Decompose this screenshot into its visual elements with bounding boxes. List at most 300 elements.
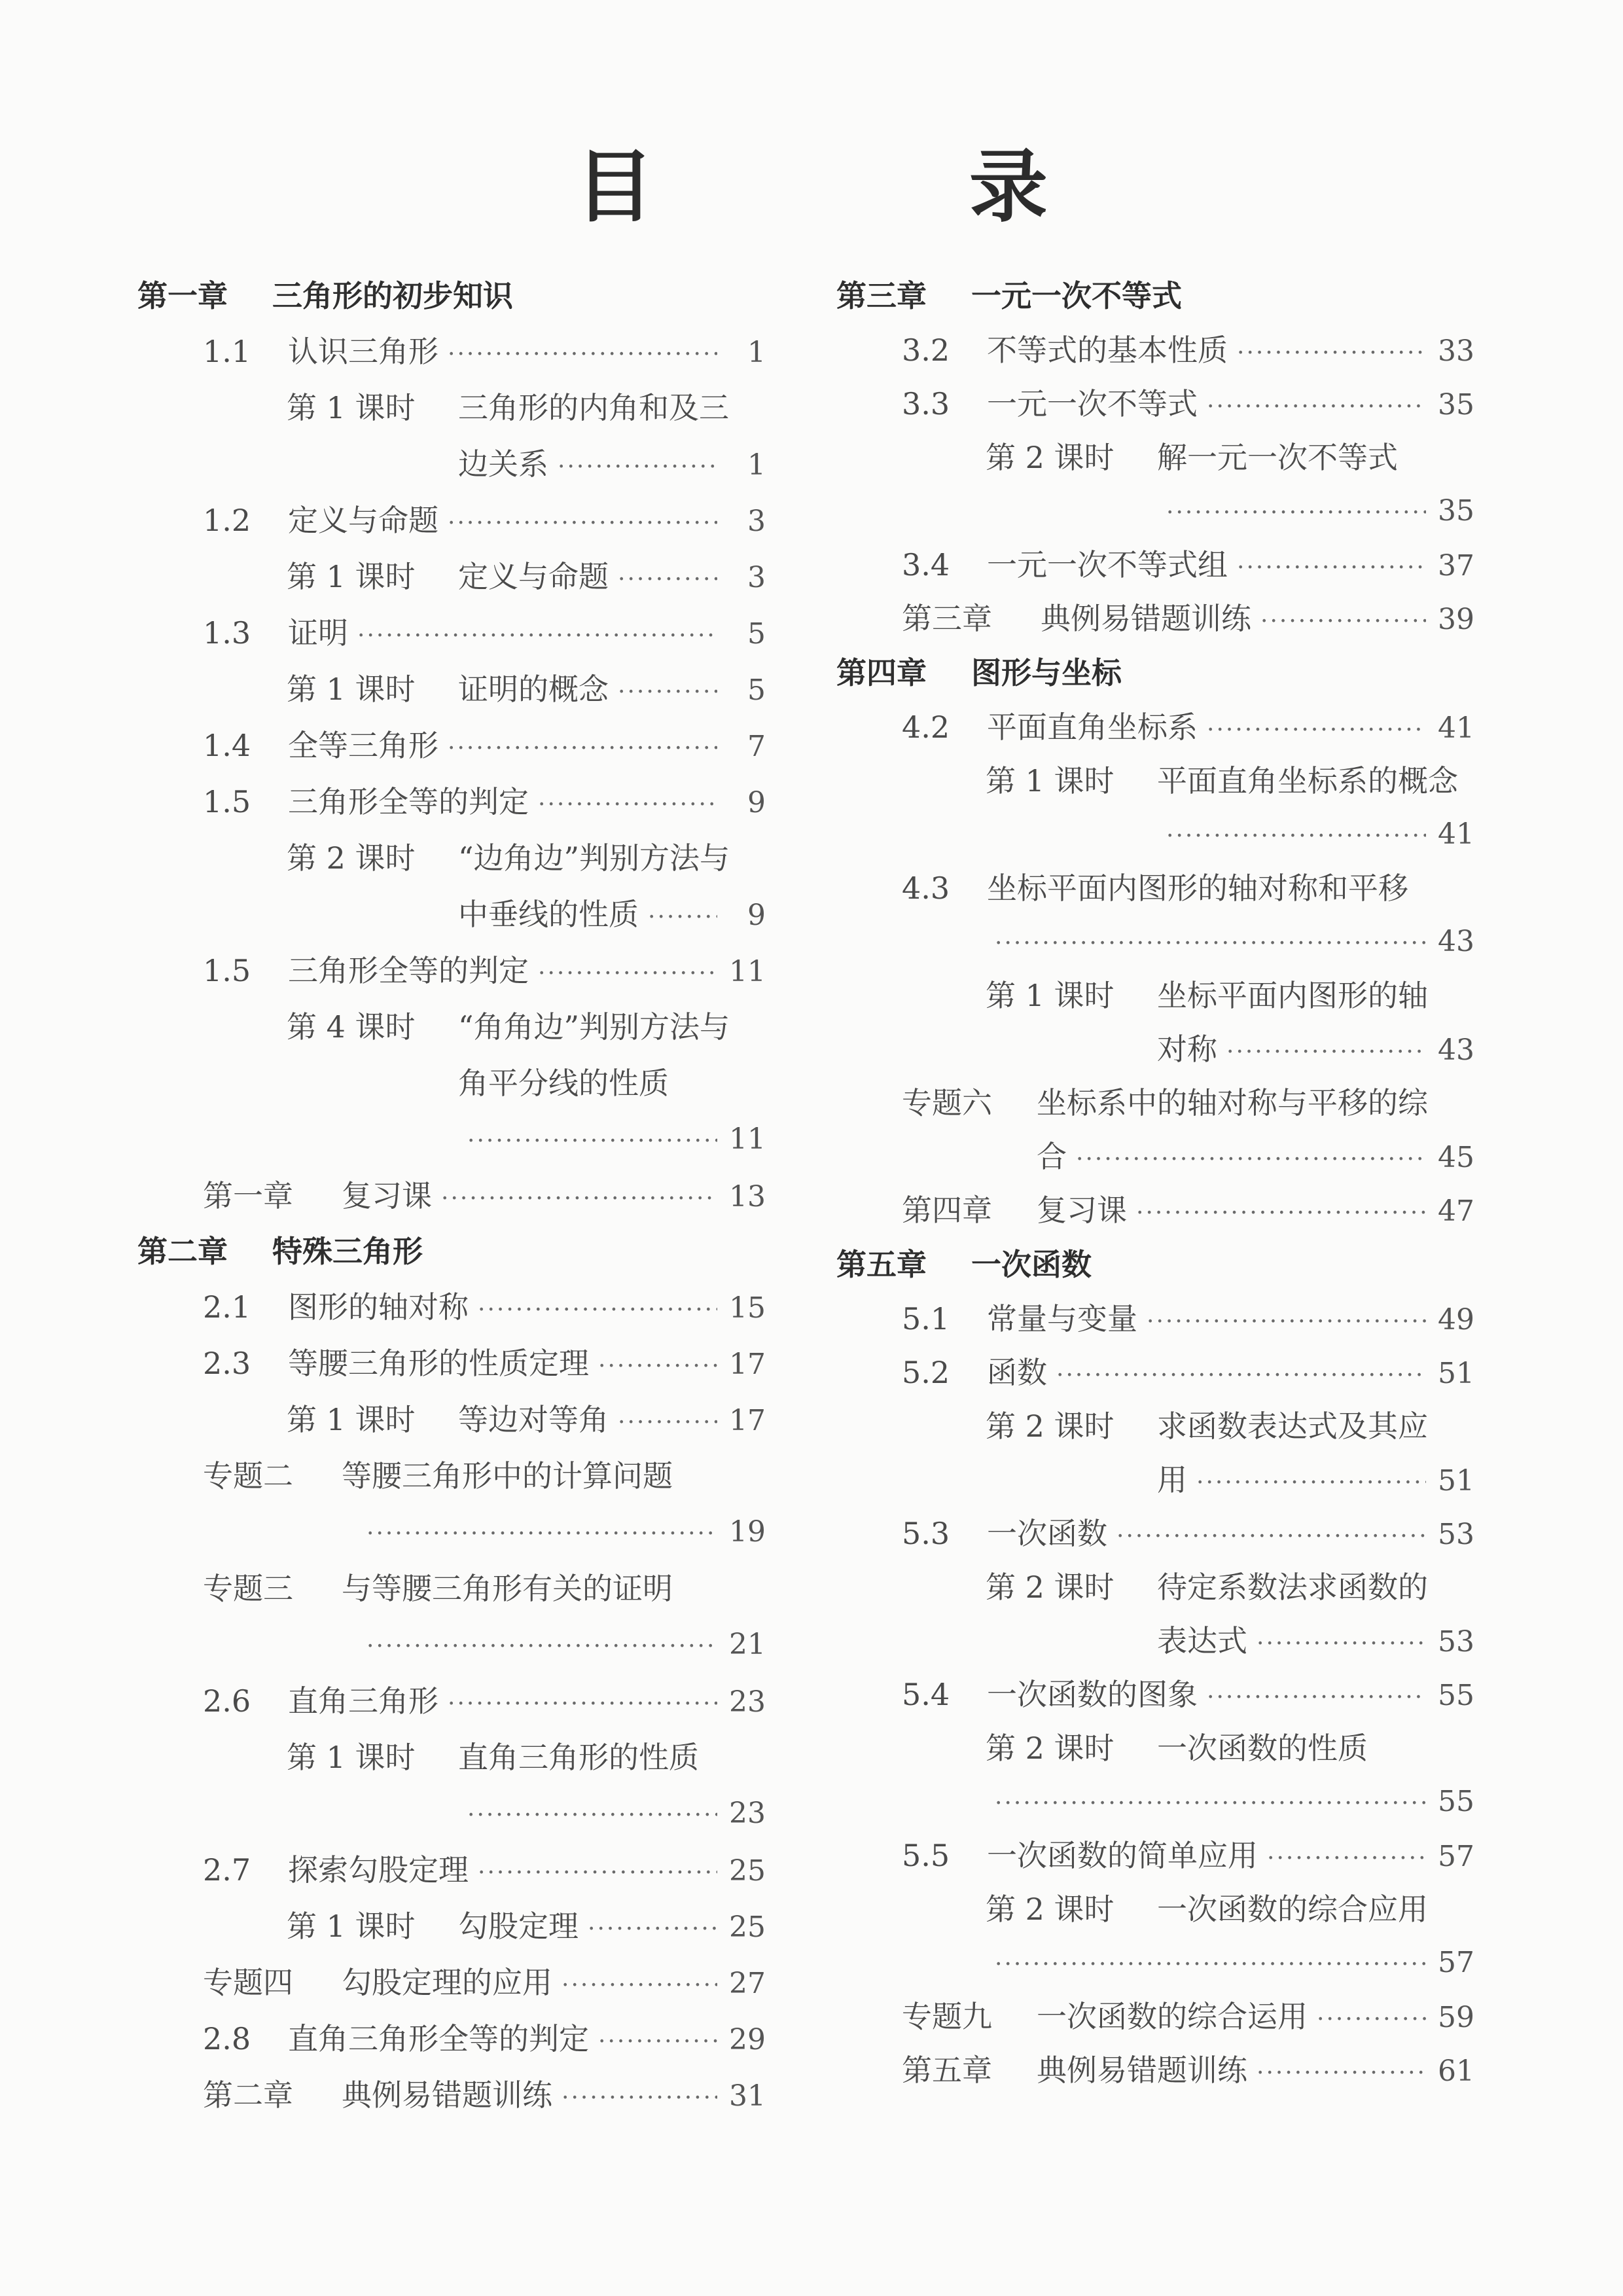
leader-dots (1237, 327, 1426, 380)
toc-label (203, 605, 348, 661)
toc-text: 49 (1438, 1303, 1474, 1336)
toc-label (902, 1990, 1308, 2043)
leader-dots (441, 1171, 717, 1227)
toc-text: 31 (729, 2079, 766, 2113)
leader-dots (366, 1619, 717, 1675)
leader-dots (366, 1506, 717, 1562)
toc-text: 3 (747, 561, 766, 594)
toc-entry-cont[interactable] (836, 808, 1474, 861)
toc-entry[interactable] (137, 492, 766, 548)
toc-text: 一次函数的综合应用 (1157, 1892, 1428, 1927)
leader-dots (1257, 1617, 1426, 1671)
toc-text: 第一章 (137, 278, 228, 314)
toc-entry[interactable] (836, 431, 1474, 484)
leader-dots (1196, 1456, 1426, 1510)
toc-text: 一元一次不等式 (987, 386, 1198, 422)
toc-text: 一元一次不等式组 (987, 547, 1228, 583)
toc-text: 1.4 (203, 728, 251, 763)
toc-entry[interactable] (137, 774, 766, 830)
toc-text: 第 1 课时 (287, 390, 416, 425)
toc-text: 一次函数 (987, 1516, 1107, 1551)
toc-text: 直角三角形 (288, 1683, 438, 1719)
leader-dots (598, 2014, 717, 2070)
leader-dots (1207, 1671, 1426, 1725)
toc-entry[interactable] (836, 2043, 1474, 2097)
toc-entry[interactable] (137, 1842, 766, 1898)
toc-entry-cont[interactable] (836, 1453, 1474, 1507)
toc-entry-cont[interactable] (137, 1504, 766, 1560)
toc-text: 17 (729, 1404, 766, 1437)
toc-text: 一次函数 (971, 1247, 1092, 1282)
toc-text: 55 (1438, 1785, 1474, 1818)
toc-entry[interactable] (836, 1346, 1474, 1399)
toc-text: 定义与命题 (458, 559, 609, 594)
toc-text: 平面直角坐标系 (987, 709, 1198, 745)
toc-text: 第 2 课时 (287, 840, 416, 876)
toc-text: 三角形的初步知识 (272, 278, 513, 314)
toc-text: 25 (729, 1854, 766, 1888)
toc-text: 直角三角形全等的判定 (288, 2021, 589, 2056)
toc-entry[interactable] (137, 380, 766, 436)
toc-label (203, 1954, 552, 2011)
leader-dots (467, 1787, 717, 1844)
toc-label (287, 1898, 579, 1954)
toc-entry[interactable] (836, 754, 1474, 808)
toc-text: 13 (729, 1180, 766, 1213)
toc-text: 第 4 课时 (287, 1009, 416, 1045)
leader-dots (1166, 810, 1426, 863)
toc-label (203, 1842, 469, 1898)
toc-entry[interactable] (836, 377, 1474, 431)
toc-text: 5.3 (902, 1516, 950, 1551)
leader-dots (357, 608, 717, 664)
toc-label (902, 323, 1228, 377)
toc-text: 第三章 (902, 601, 992, 636)
leader-dots (1260, 595, 1426, 649)
toc-text: 求函数表达式及其应 (1157, 1408, 1428, 1444)
leader-dots (1267, 1832, 1426, 1886)
toc-text: 第 2 课时 (986, 440, 1115, 475)
toc-text: 第二章 (137, 1234, 228, 1269)
toc-text: 定义与命题 (288, 503, 438, 538)
toc-entry[interactable] (137, 999, 766, 1055)
toc-text: 23 (729, 1685, 766, 1719)
toc-text: 41 (1438, 711, 1474, 745)
toc-label (902, 1346, 1047, 1399)
toc-text: 第 2 课时 (986, 1408, 1115, 1444)
toc-text: 一次函数的图象 (987, 1677, 1198, 1712)
toc-entry[interactable] (836, 969, 1474, 1022)
toc-text: “边角边”判别方法与 (458, 840, 730, 876)
toc-entry[interactable] (137, 2011, 766, 2067)
toc-text: 5 (747, 673, 766, 707)
leader-dots (1257, 2047, 1426, 2100)
toc-text: 用 (1157, 1462, 1187, 1498)
leader-dots (562, 1958, 717, 2014)
toc-text: 勾股定理 (458, 1909, 579, 1944)
toc-text: 5.5 (902, 1838, 950, 1873)
toc-entry[interactable] (836, 1292, 1474, 1346)
toc-entry[interactable] (137, 1898, 766, 1954)
toc-text: 专题二 (203, 1458, 293, 1494)
toc-text: 函数 (987, 1355, 1047, 1390)
toc-label (203, 942, 529, 999)
toc-entry[interactable] (836, 1721, 1474, 1775)
toc-text: 2.8 (203, 2021, 251, 2056)
toc-text: 坐标平面内图形的轴对称和平移 (987, 870, 1408, 906)
toc-text: 三角形全等的判定 (288, 953, 529, 988)
leader-dots (1116, 1510, 1426, 1564)
toc-text: “角角边”判别方法与 (458, 1009, 730, 1045)
toc-entry[interactable] (137, 661, 766, 717)
toc-text: 复习课 (342, 1178, 432, 1213)
toc-entry[interactable] (137, 548, 766, 605)
toc-text: 4.3 (902, 870, 950, 906)
toc-text: 21 (729, 1628, 766, 1661)
toc-text: 39 (1438, 603, 1474, 636)
toc-text: 35 (1438, 494, 1474, 528)
toc-entry[interactable] (137, 1954, 766, 2011)
toc-entry-cont[interactable] (836, 1614, 1474, 1668)
toc-text: 3 (747, 505, 766, 538)
toc-right-column (836, 268, 1474, 2097)
toc-label (902, 1829, 1258, 1882)
toc-label (902, 1507, 1107, 1560)
toc-entry[interactable] (137, 1279, 766, 1335)
toc-text: 41 (1438, 817, 1474, 851)
toc-text: 一次函数的性质 (1157, 1731, 1368, 1766)
toc-text: 43 (1438, 925, 1474, 958)
toc-text: 不等式的基本性质 (987, 332, 1228, 368)
leader-dots (448, 327, 717, 383)
toc-text: 9 (747, 786, 766, 819)
toc-label (902, 592, 1251, 645)
toc-entry[interactable] (137, 1448, 766, 1504)
toc-entry[interactable] (836, 1399, 1474, 1453)
toc-text: 第 1 课时 (287, 1402, 416, 1437)
toc-text: 第三章 (836, 278, 927, 314)
leader-dots (1166, 486, 1426, 540)
toc-entry[interactable] (137, 942, 766, 999)
leader-dots (1207, 380, 1426, 434)
toc-text: 7 (747, 730, 766, 763)
toc-entry-cont[interactable] (137, 1785, 766, 1842)
toc-text: 1 (747, 336, 766, 369)
toc-text: 第二章 (203, 2077, 293, 2113)
toc-text: 平面直角坐标系的概念 (1157, 763, 1458, 798)
toc-entry[interactable] (137, 717, 766, 774)
toc-text: 9 (747, 899, 766, 932)
toc-text: 待定系数法求函数的 (1157, 1570, 1428, 1605)
toc-text: 与等腰三角形有关的证明 (342, 1571, 673, 1606)
toc-entry[interactable] (137, 605, 766, 661)
toc-text: 2.7 (203, 1852, 251, 1888)
toc-text: 三角形的内角和及三 (458, 390, 729, 425)
toc-text: 5.4 (902, 1677, 950, 1712)
toc-entry[interactable] (137, 830, 766, 886)
toc-text: 专题九 (902, 1999, 992, 2034)
toc-text: 证明 (288, 615, 348, 651)
toc-text: 角平分线的性质 (458, 1066, 669, 1101)
toc-entry[interactable] (137, 1335, 766, 1391)
toc-text: 37 (1438, 549, 1474, 583)
toc-entry-cont[interactable] (836, 915, 1474, 969)
toc-text: 2.6 (203, 1683, 251, 1719)
toc-text: 第 1 课时 (986, 763, 1115, 798)
toc-text: 第 2 课时 (986, 1570, 1115, 1605)
toc-label (287, 548, 609, 605)
toc-entry[interactable] (836, 700, 1474, 754)
toc-entry[interactable] (137, 1729, 766, 1785)
leader-dots (467, 1113, 717, 1170)
toc-entry-cont[interactable] (836, 484, 1474, 538)
toc-label (902, 538, 1228, 592)
leader-dots (598, 1338, 717, 1395)
toc-entry[interactable] (836, 861, 1474, 915)
toc-text: 第 2 课时 (986, 1731, 1115, 1766)
toc-text: 勾股定理的应用 (342, 1965, 552, 2000)
toc-entry[interactable] (137, 1168, 766, 1224)
toc-label (203, 492, 438, 548)
toc-text: 17 (729, 1348, 766, 1381)
toc-label (203, 2067, 552, 2123)
toc-entry[interactable] (836, 1990, 1474, 2043)
toc-label (902, 1292, 1137, 1346)
toc-entry-cont[interactable] (836, 1022, 1474, 1076)
toc-text: 47 (1438, 1194, 1474, 1228)
page-title: 目 录 (575, 142, 1192, 233)
toc-entry[interactable] (836, 323, 1474, 377)
toc-text: 51 (1438, 1464, 1474, 1498)
toc-label (902, 377, 1198, 431)
toc-text: 典例易错题训练 (342, 2077, 552, 2113)
toc-text: 探索勾股定理 (288, 1852, 469, 1888)
toc-left-column (137, 268, 766, 2123)
toc-text: 19 (729, 1515, 766, 1549)
chapter-heading[interactable] (137, 268, 766, 323)
leader-dots (478, 1845, 717, 1901)
toc-text: 57 (1438, 1946, 1474, 1979)
leader-dots (448, 721, 717, 777)
toc-text: 3.2 (902, 332, 950, 368)
toc-text: 43 (1438, 1033, 1474, 1067)
toc-text: 3.4 (902, 547, 950, 583)
toc-text: 55 (1438, 1679, 1474, 1712)
leader-dots (995, 1777, 1426, 1831)
toc-text: 第四章 (836, 655, 927, 691)
toc-entry-cont[interactable] (137, 436, 766, 492)
toc-entry[interactable] (836, 1560, 1474, 1614)
toc-label (203, 1673, 438, 1729)
toc-text: 合 (1037, 1139, 1067, 1174)
leader-dots (1226, 1026, 1426, 1079)
leader-dots (1237, 541, 1426, 595)
toc-text: 29 (729, 2023, 766, 2056)
leader-dots (618, 552, 717, 608)
toc-text: 1.5 (203, 784, 251, 819)
toc-entry[interactable] (836, 1829, 1474, 1882)
toc-text: 53 (1438, 1625, 1474, 1659)
leader-dots (538, 777, 717, 833)
toc-entry-cont[interactable] (137, 886, 766, 942)
toc-text: 中垂线的性质 (458, 897, 639, 932)
toc-entry-cont[interactable] (137, 1617, 766, 1673)
leader-dots (1076, 1133, 1426, 1187)
leader-dots (562, 2070, 717, 2126)
toc-text: 第四章 (902, 1193, 992, 1228)
leader-dots (1136, 1187, 1426, 1240)
toc-label (203, 717, 438, 774)
toc-text: 35 (1438, 388, 1474, 422)
toc-text: 三角形全等的判定 (288, 784, 529, 819)
leader-dots (478, 1282, 717, 1338)
toc-text: 解一元一次不等式 (1157, 440, 1398, 475)
toc-text: 专题六 (902, 1085, 992, 1121)
toc-text: 表达式 (1157, 1623, 1247, 1659)
toc-label (902, 1668, 1198, 1721)
toc-text: 2.1 (203, 1289, 251, 1325)
leader-dots (648, 889, 717, 946)
chapter-heading[interactable] (836, 645, 1474, 700)
toc-text: 等腰三角形的性质定理 (288, 1346, 589, 1381)
toc-text: 一元一次不等式 (971, 278, 1182, 314)
toc-label (287, 661, 609, 717)
toc-entry[interactable] (836, 592, 1474, 645)
toc-text: 15 (729, 1291, 766, 1325)
toc-entry[interactable] (137, 1391, 766, 1448)
toc-text: 1.5 (203, 953, 251, 988)
toc-text: 复习课 (1037, 1193, 1127, 1228)
leader-dots (558, 439, 717, 495)
toc-entry[interactable] (836, 1668, 1474, 1721)
toc-text: 等边对等角 (458, 1402, 609, 1437)
toc-text: 图形与坐标 (971, 655, 1122, 691)
chapter-heading[interactable] (836, 268, 1474, 323)
toc-label (203, 323, 438, 380)
toc-text: 典例易错题训练 (1041, 601, 1251, 636)
toc-entry[interactable] (836, 1076, 1474, 1130)
leader-dots (588, 1901, 717, 1958)
toc-text: 一次函数的简单应用 (987, 1838, 1258, 1873)
leader-dots (448, 1676, 717, 1732)
toc-label (902, 2043, 1247, 2097)
toc-label (203, 774, 529, 830)
chapter-heading[interactable] (137, 1224, 766, 1279)
toc-text: 等腰三角形中的计算问题 (342, 1458, 673, 1494)
toc-text: 全等三角形 (288, 728, 438, 763)
toc-text: 11 (729, 955, 766, 988)
toc-text: 特殊三角形 (272, 1234, 423, 1269)
toc-label (203, 1335, 589, 1391)
toc-text: 典例易错题训练 (1037, 2053, 1247, 2088)
toc-text: 5.1 (902, 1301, 950, 1336)
toc-label (287, 1391, 609, 1448)
toc-text: 1 (747, 448, 766, 482)
toc-text: 第五章 (836, 1247, 927, 1282)
toc-text: 53 (1438, 1518, 1474, 1551)
toc-text: 5.2 (902, 1355, 950, 1390)
toc-text: 第一章 (203, 1178, 293, 1213)
toc-text: 一次函数的综合运用 (1037, 1999, 1308, 2034)
toc-text: 证明的概念 (458, 672, 609, 707)
toc-text: 45 (1438, 1141, 1474, 1174)
toc-text: 33 (1438, 334, 1474, 368)
toc-text: 3.3 (902, 386, 950, 422)
toc-text: 对称 (1157, 1031, 1217, 1067)
toc-entry-cont[interactable] (836, 1775, 1474, 1829)
toc-text: 专题四 (203, 1965, 293, 2000)
toc-text: 第 1 课时 (287, 559, 416, 594)
toc-text: 27 (729, 1967, 766, 2000)
leader-dots (1317, 1993, 1426, 2047)
toc-text: 图形的轴对称 (288, 1289, 469, 1325)
leader-dots (1207, 704, 1426, 757)
toc-text: 4.2 (902, 709, 950, 745)
toc-text: 认识三角形 (288, 334, 438, 369)
toc-entry[interactable] (137, 323, 766, 380)
toc-text: 1.2 (203, 503, 251, 538)
toc-entry-cont[interactable] (137, 1111, 766, 1168)
toc-text: 11 (729, 1122, 766, 1156)
toc-entry[interactable] (836, 1507, 1474, 1560)
toc-text: 2.3 (203, 1346, 251, 1381)
toc-label (902, 1183, 1127, 1237)
toc-entry[interactable] (137, 1560, 766, 1617)
leader-dots (1056, 1349, 1426, 1403)
toc-text: 57 (1438, 1840, 1474, 1873)
toc-text: 25 (729, 1910, 766, 1944)
toc-text: 1.1 (203, 334, 251, 369)
toc-text: 59 (1438, 2001, 1474, 2034)
toc-entry[interactable] (137, 2067, 766, 2123)
toc-text: 51 (1438, 1357, 1474, 1390)
toc-entry-cont[interactable] (836, 1130, 1474, 1183)
toc-label (203, 2011, 589, 2067)
toc-entry-cont (137, 1055, 766, 1111)
toc-text: 第 1 课时 (287, 1909, 416, 1944)
toc-text: 第五章 (902, 2053, 992, 2088)
toc-label (203, 1279, 469, 1335)
toc-label (902, 700, 1198, 754)
leader-dots (1147, 1295, 1426, 1349)
toc-entry[interactable] (137, 1673, 766, 1729)
toc-text: 61 (1438, 2054, 1474, 2088)
toc-text: 1.3 (203, 615, 251, 651)
chapter-heading[interactable] (836, 1237, 1474, 1292)
leader-dots (995, 917, 1426, 971)
toc-text: 坐标系中的轴对称与平移的综 (1037, 1085, 1428, 1121)
leader-dots (618, 1395, 717, 1451)
toc-entry[interactable] (836, 1183, 1474, 1237)
toc-label (203, 1168, 432, 1224)
toc-text: 23 (729, 1797, 766, 1830)
toc-text: 第 1 课时 (287, 672, 416, 707)
toc-text: 直角三角形的性质 (458, 1740, 699, 1775)
toc-entry-cont[interactable] (836, 1936, 1474, 1990)
toc-text: 专题三 (203, 1571, 293, 1606)
toc-entry[interactable] (836, 538, 1474, 592)
leader-dots (538, 946, 717, 1002)
toc-text: 第 1 课时 (287, 1740, 416, 1775)
toc-text: 第 1 课时 (986, 978, 1115, 1013)
toc-entry[interactable] (836, 1882, 1474, 1936)
toc-text: 边关系 (458, 446, 548, 482)
toc-text: 常量与变量 (987, 1301, 1137, 1336)
leader-dots (618, 664, 717, 721)
toc-text: 第 2 课时 (986, 1892, 1115, 1927)
leader-dots (448, 495, 717, 552)
leader-dots (995, 1938, 1426, 1992)
